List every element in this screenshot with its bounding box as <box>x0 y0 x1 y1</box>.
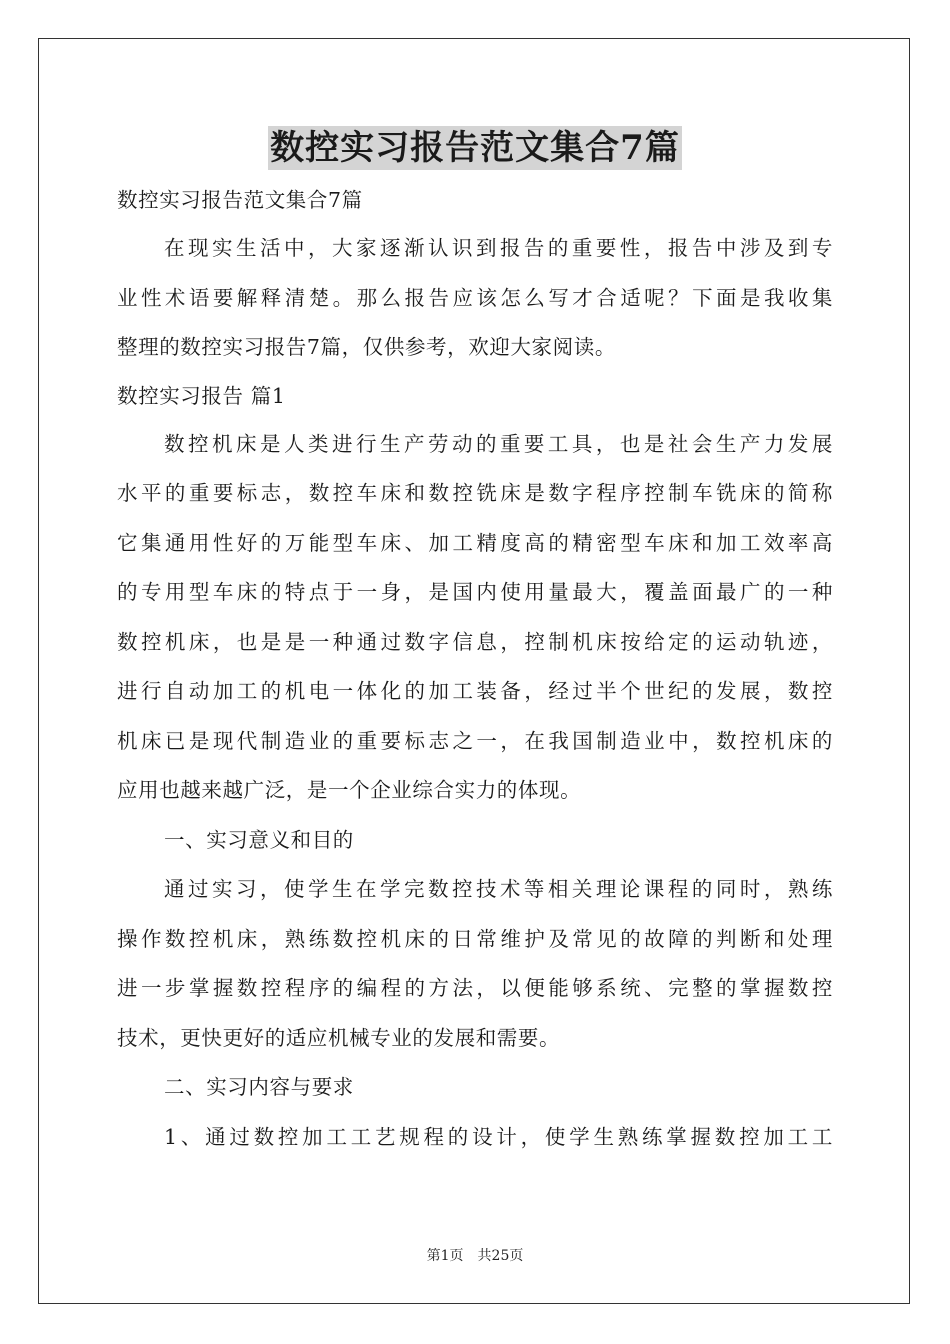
paragraph-line: 通过实习，使学生在学完数控技术等相关理论课程的同时，熟练 <box>164 877 833 901</box>
paragraph-line: 应用也越来越广泛，是一个企业综合实力的体现。 <box>117 778 582 802</box>
paragraph-line: 技术，更快更好的适应机械专业的发展和需要。 <box>117 1025 561 1050</box>
document-body <box>117 177 833 1162</box>
paragraph-line: 的专用型车床的特点于一身，是国内使用量最大，覆盖面最广的一种 <box>117 580 833 604</box>
paragraph-line: 在现实生活中，大家逐渐认识到报告的重要性，报告中涉及到专 <box>164 236 833 260</box>
paragraph-line: 机床已是现代制造业的重要标志之一，在我国制造业中，数控机床的 <box>117 728 833 753</box>
paragraph-line: 业性术语要解释清楚。那么报告应该怎么写才合适呢？下面是我收集 <box>117 285 833 310</box>
paragraph-line: 数控机床，也是是一种通过数字信息，控制机床按给定的运动轨迹， <box>117 629 833 654</box>
paragraph-line: 操作数控机床，熟练数控机床的日常维护及常见的故障的判断和处理 <box>117 926 833 951</box>
document-subtitle: 数控实习报告范文集合7篇 <box>117 188 363 212</box>
page-footer <box>0 1247 950 1265</box>
paragraph-line: 它集通用性好的万能型车床、加工精度高的精密型车床和加工效率高 <box>117 530 833 555</box>
intro-paragraph <box>117 224 833 373</box>
subsection-heading-content: 二、实习内容与要求 <box>164 1075 354 1099</box>
paragraph-line: 数控机床是人类进行生产劳动的重要工具，也是社会生产力发展 <box>164 431 833 456</box>
paragraph-line: 进一步掌握数控程序的编程的方法，以便能够系统、完整的掌握数控 <box>117 976 833 1000</box>
paragraph-line: 水平的重要标志，数控车床和数控铣床是数字程序控制车铣床的简称 <box>117 481 833 505</box>
subsection-heading-purpose: 一、实习意义和目的 <box>164 827 354 852</box>
paragraph-line: 整理的数控实习报告7篇，仅供参考，欢迎大家阅读。 <box>117 335 616 359</box>
paragraph-line: 进行自动加工的机电一体化的加工装备，经过半个世纪的发展，数控 <box>117 679 833 703</box>
document-title <box>0 126 950 170</box>
document-title-text: 数控实习报告范文集合7篇 <box>270 128 680 168</box>
content-item-line: 1、通过数控加工工艺规程的设计，使学生熟练掌握数控加工工 <box>164 1124 833 1149</box>
body-paragraph <box>117 420 833 816</box>
page-total: 共25页 <box>477 1248 524 1264</box>
page-number: 第1页 <box>426 1248 464 1264</box>
purpose-paragraph <box>117 865 833 1063</box>
section-heading: 数控实习报告 篇1 <box>117 383 286 408</box>
